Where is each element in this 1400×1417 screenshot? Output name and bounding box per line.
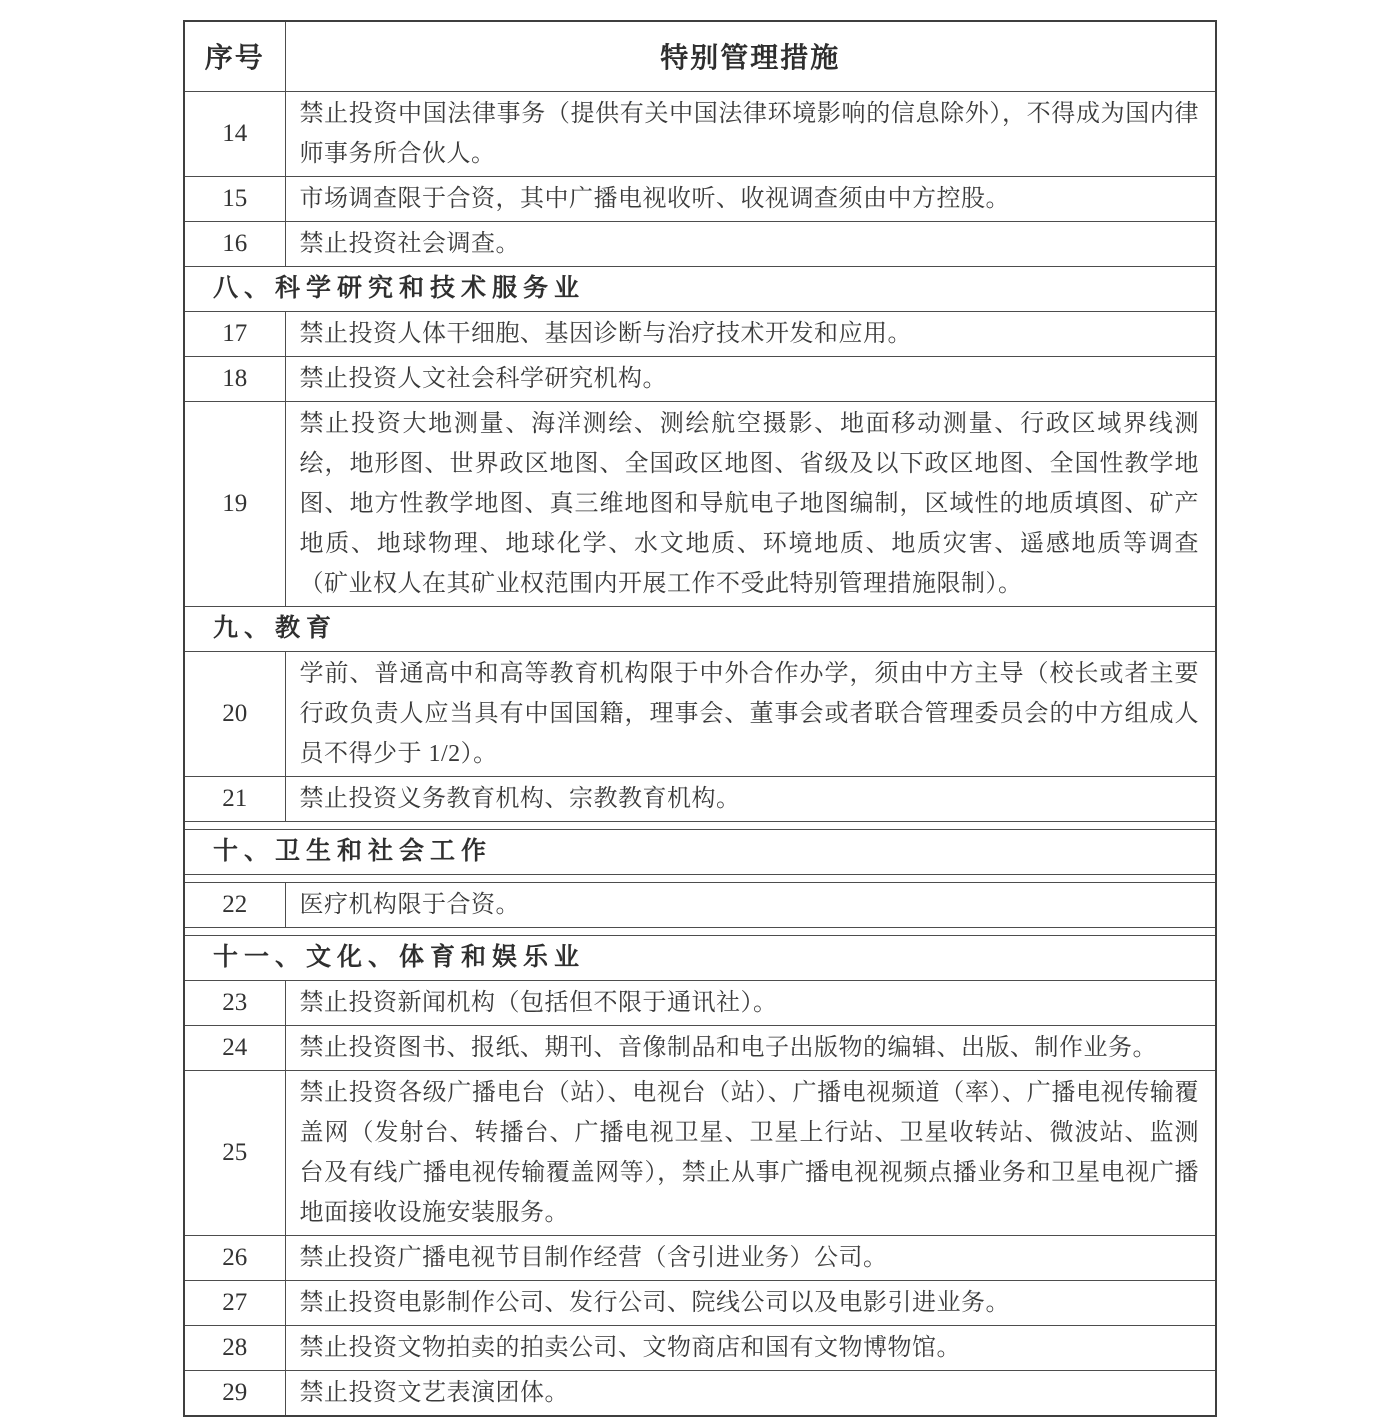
measure-text: 禁止投资电影制作公司、发行公司、院线公司以及电影引进业务。	[285, 1280, 1216, 1325]
row-number: 19	[184, 401, 285, 606]
spacer-cell	[184, 927, 1216, 935]
row-number: 22	[184, 882, 285, 927]
measure-text: 禁止投资文艺表演团体。	[285, 1370, 1216, 1416]
row-number: 17	[184, 311, 285, 356]
row-number: 24	[184, 1025, 285, 1070]
measure-text: 禁止投资各级广播电台（站）、电视台（站）、广播电视频道（率）、广播电视传输覆盖网（发射台、转播台、广播电视卫星、卫星上行站、卫星收转站、微波站、监测台及有线广播电视传输覆盖网等），禁止从事广播电视视频点播业务和卫星电视广播地面接收设施安装服务。	[285, 1070, 1216, 1235]
spacer-cell	[184, 874, 1216, 882]
row-number: 21	[184, 776, 285, 821]
table-row	[184, 1370, 1216, 1416]
measure-text: 市场调查限于合资，其中广播电视收听、收视调查须由中方控股。	[285, 176, 1216, 221]
row-number: 18	[184, 356, 285, 401]
table-row	[184, 882, 1216, 927]
table-row	[184, 1325, 1216, 1370]
row-number: 15	[184, 176, 285, 221]
table-row	[184, 356, 1216, 401]
spacer-row	[184, 874, 1216, 882]
section-header-text: 八、科学研究和技术服务业	[184, 266, 1216, 311]
table-row	[184, 311, 1216, 356]
measure-text: 禁止投资人文社会科学研究机构。	[285, 356, 1216, 401]
measure-text: 禁止投资广播电视节目制作经营（含引进业务）公司。	[285, 1235, 1216, 1280]
table-row	[184, 176, 1216, 221]
spacer-row	[184, 821, 1216, 829]
measure-text: 禁止投资文物拍卖的拍卖公司、文物商店和国有文物博物馆。	[285, 1325, 1216, 1370]
table-row	[184, 1280, 1216, 1325]
section-header-row	[184, 606, 1216, 651]
measure-text: 禁止投资义务教育机构、宗教教育机构。	[285, 776, 1216, 821]
section-header-text: 九、教育	[184, 606, 1216, 651]
row-number: 14	[184, 91, 285, 176]
table-row	[184, 221, 1216, 266]
table-row	[184, 401, 1216, 606]
table-body	[184, 91, 1216, 1416]
measure-text: 禁止投资图书、报纸、期刊、音像制品和电子出版物的编辑、出版、制作业务。	[285, 1025, 1216, 1070]
table-row	[184, 651, 1216, 776]
header-serial-number: 序号	[184, 21, 285, 91]
row-number: 28	[184, 1325, 285, 1370]
special-measures-table	[183, 20, 1217, 1417]
row-number: 26	[184, 1235, 285, 1280]
table-row	[184, 1025, 1216, 1070]
spacer-cell	[184, 821, 1216, 829]
row-number: 20	[184, 651, 285, 776]
measure-text: 医疗机构限于合资。	[285, 882, 1216, 927]
header-special-measures: 特别管理措施	[285, 21, 1216, 91]
section-header-row	[184, 266, 1216, 311]
measure-text: 禁止投资社会调查。	[285, 221, 1216, 266]
spacer-row	[184, 927, 1216, 935]
row-number: 16	[184, 221, 285, 266]
table-row	[184, 1235, 1216, 1280]
row-number: 25	[184, 1070, 285, 1235]
section-header-text: 十、卫生和社会工作	[184, 829, 1216, 874]
row-number: 29	[184, 1370, 285, 1416]
row-number: 23	[184, 980, 285, 1025]
measure-text: 禁止投资中国法律事务（提供有关中国法律环境影响的信息除外），不得成为国内律师事务所合伙人。	[285, 91, 1216, 176]
section-header-text: 十一、文化、体育和娱乐业	[184, 935, 1216, 980]
row-number: 27	[184, 1280, 285, 1325]
measure-text: 学前、普通高中和高等教育机构限于中外合作办学，须由中方主导（校长或者主要行政负责人应当具有中国国籍，理事会、董事会或者联合管理委员会的中方组成人员不得少于 1/2）。	[285, 651, 1216, 776]
table-row	[184, 91, 1216, 176]
table-header-row	[184, 21, 1216, 91]
measure-text: 禁止投资人体干细胞、基因诊断与治疗技术开发和应用。	[285, 311, 1216, 356]
measure-text: 禁止投资大地测量、海洋测绘、测绘航空摄影、地面移动测量、行政区域界线测绘，地形图、世界政区地图、全国政区地图、省级及以下政区地图、全国性教学地图、地方性教学地图、真三维地图和导航电子地图编制，区域性的地质填图、矿产地质、地球物理、地球化学、水文地质、环境地质、地质灾害、遥感地质等调查（矿业权人在其矿业权范围内开展工作不受此特别管理措施限制）。	[285, 401, 1216, 606]
table-row	[184, 1070, 1216, 1235]
table-row	[184, 776, 1216, 821]
measure-text: 禁止投资新闻机构（包括但不限于通讯社）。	[285, 980, 1216, 1025]
section-header-row	[184, 829, 1216, 874]
section-header-row	[184, 935, 1216, 980]
table-row	[184, 980, 1216, 1025]
